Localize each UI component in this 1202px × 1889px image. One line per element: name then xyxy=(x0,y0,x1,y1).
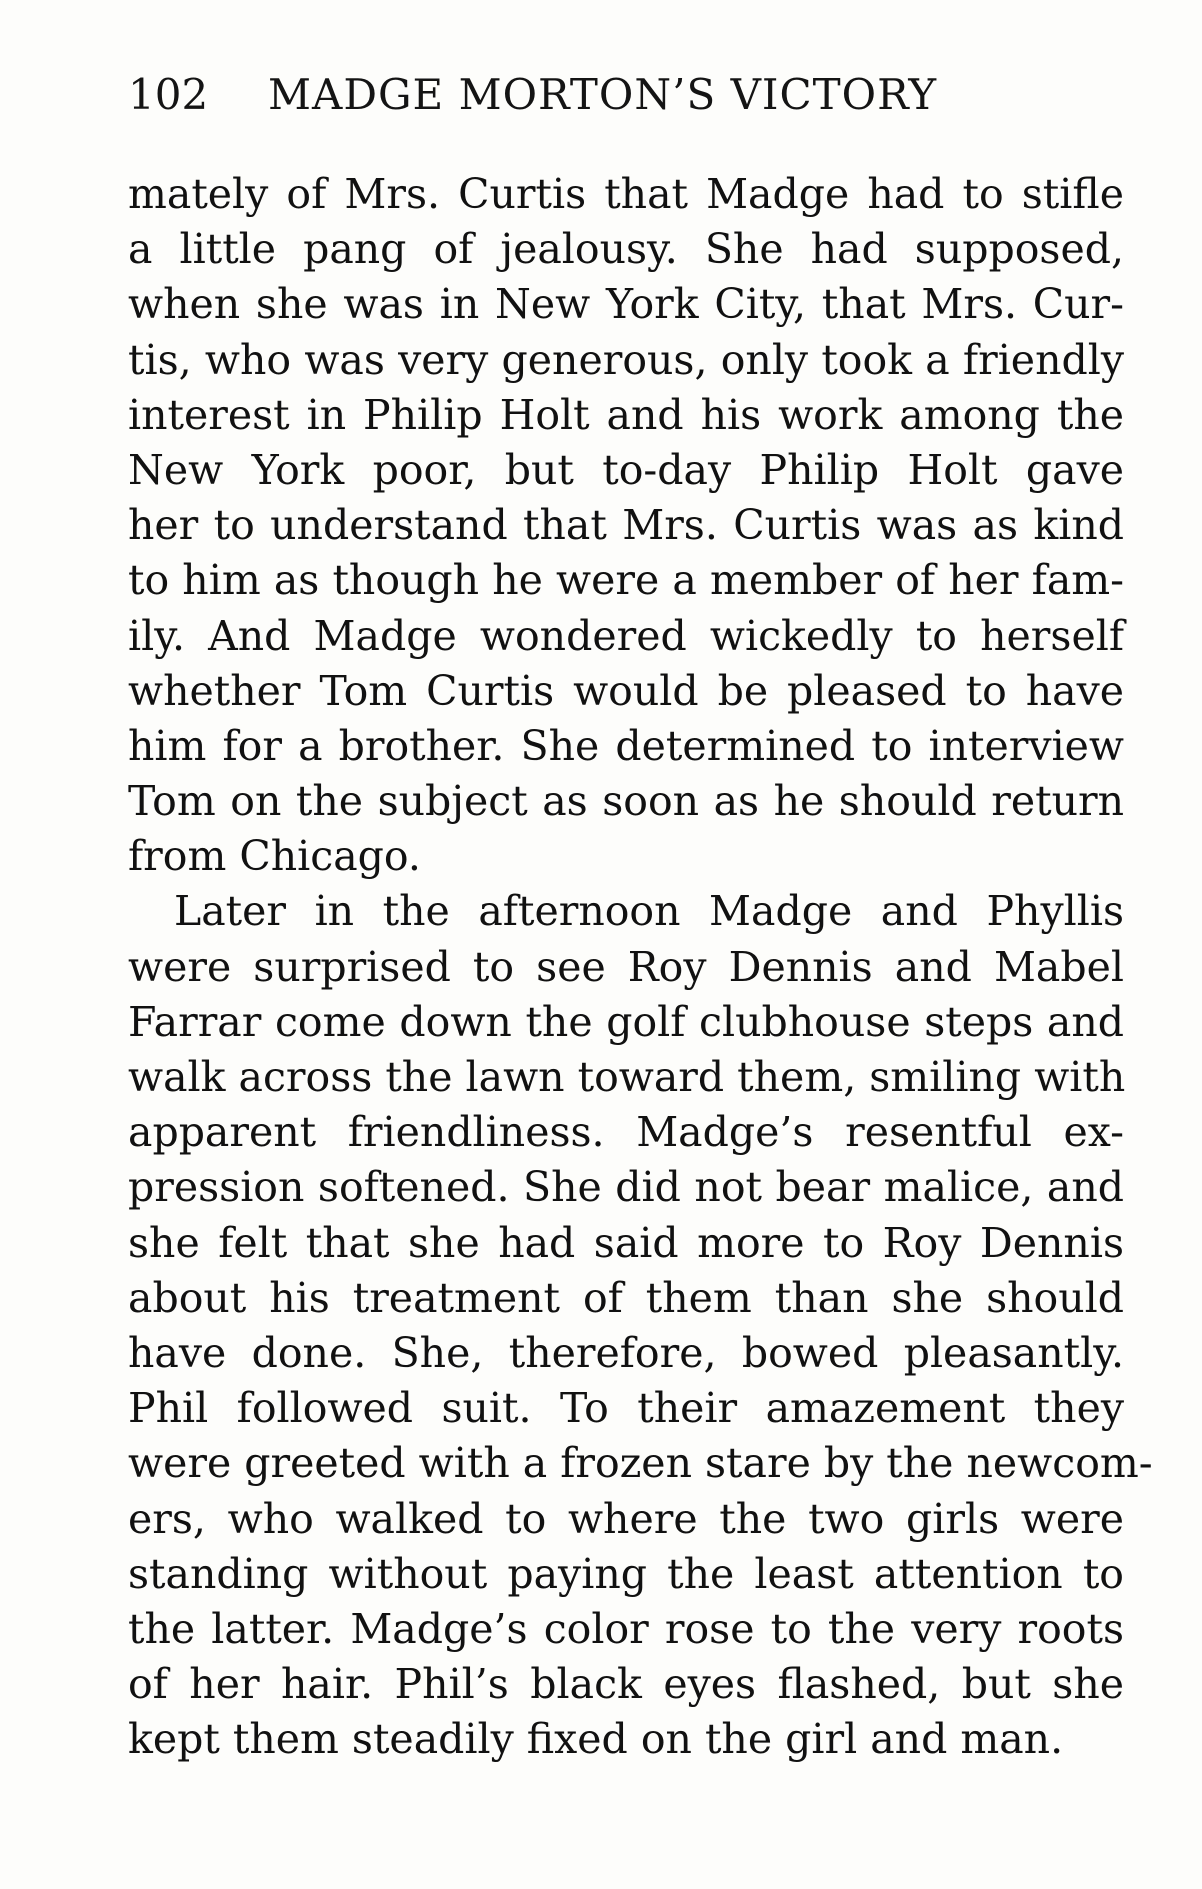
text-line: apparent friendliness. Madge’s resentful ex- xyxy=(128,1108,1124,1157)
text-line: have done. She, therefore, bowed pleasantly. xyxy=(128,1328,1124,1377)
text-line: the latter. Madge’s color rose to the very roots xyxy=(128,1604,1124,1653)
text-line: ers, who walked to where the two girls were xyxy=(128,1494,1124,1543)
text-line: from Chicago. xyxy=(128,832,421,881)
text-line: whether Tom Curtis would be pleased to have xyxy=(128,666,1124,715)
text-line: a little pang of jealousy. She had supposed, xyxy=(128,225,1124,274)
text-line: pression softened. She did not bear malice, and xyxy=(128,1163,1124,1212)
text-line: when she was in New York City, that Mrs. Cur- xyxy=(128,280,1124,329)
text-line: she felt that she had said more to Roy Dennis xyxy=(128,1218,1124,1267)
text-line: walk across the lawn toward them, smiling with xyxy=(128,1053,1126,1101)
text-line: her to understand that Mrs. Curtis was as kind xyxy=(128,501,1124,550)
text-line: interest in Philip Holt and his work among the xyxy=(128,390,1124,439)
text-line: mately of Mrs. Curtis that Madge had to stifle xyxy=(128,170,1124,218)
text-line: Later in the afternoon Madge and Phyllis xyxy=(174,887,1124,936)
text-line: him for a brother. She determined to interview xyxy=(128,721,1124,770)
running-title: MADGE MORTON’S VICTORY xyxy=(268,70,938,119)
text-line: kept them steadily fixed on the girl and man. xyxy=(128,1715,1064,1764)
text-line: were surprised to see Roy Dennis and Mabel xyxy=(128,942,1124,991)
text-line: ily. And Madge wondered wickedly to herself xyxy=(128,611,1124,660)
text-line: Farrar come down the golf clubhouse steps and xyxy=(128,997,1124,1046)
text-line: of her hair. Phil’s black eyes flashed, but she xyxy=(128,1660,1124,1709)
text-line: Tom on the subject as soon as he should return xyxy=(128,777,1124,826)
body-text xyxy=(128,167,1153,1767)
paragraph-2 xyxy=(128,884,1153,1767)
page-number: 102 xyxy=(128,70,209,119)
text-line: were greeted with a frozen stare by the newcom- xyxy=(128,1439,1153,1488)
text-line: tis, who was very generous, only took a friendly xyxy=(128,335,1124,384)
text-line: about his treatment of them than she should xyxy=(128,1273,1124,1322)
text-line: New York poor, but to-day Philip Holt gave xyxy=(128,445,1124,494)
paragraph-1 xyxy=(128,167,1124,884)
page-header xyxy=(128,70,1128,130)
text-line: to him as though he were a member of her fam- xyxy=(128,556,1124,605)
text-line: standing without paying the least attention to xyxy=(128,1549,1124,1598)
text-line: Phil followed suit. To their amazement they xyxy=(128,1384,1124,1433)
